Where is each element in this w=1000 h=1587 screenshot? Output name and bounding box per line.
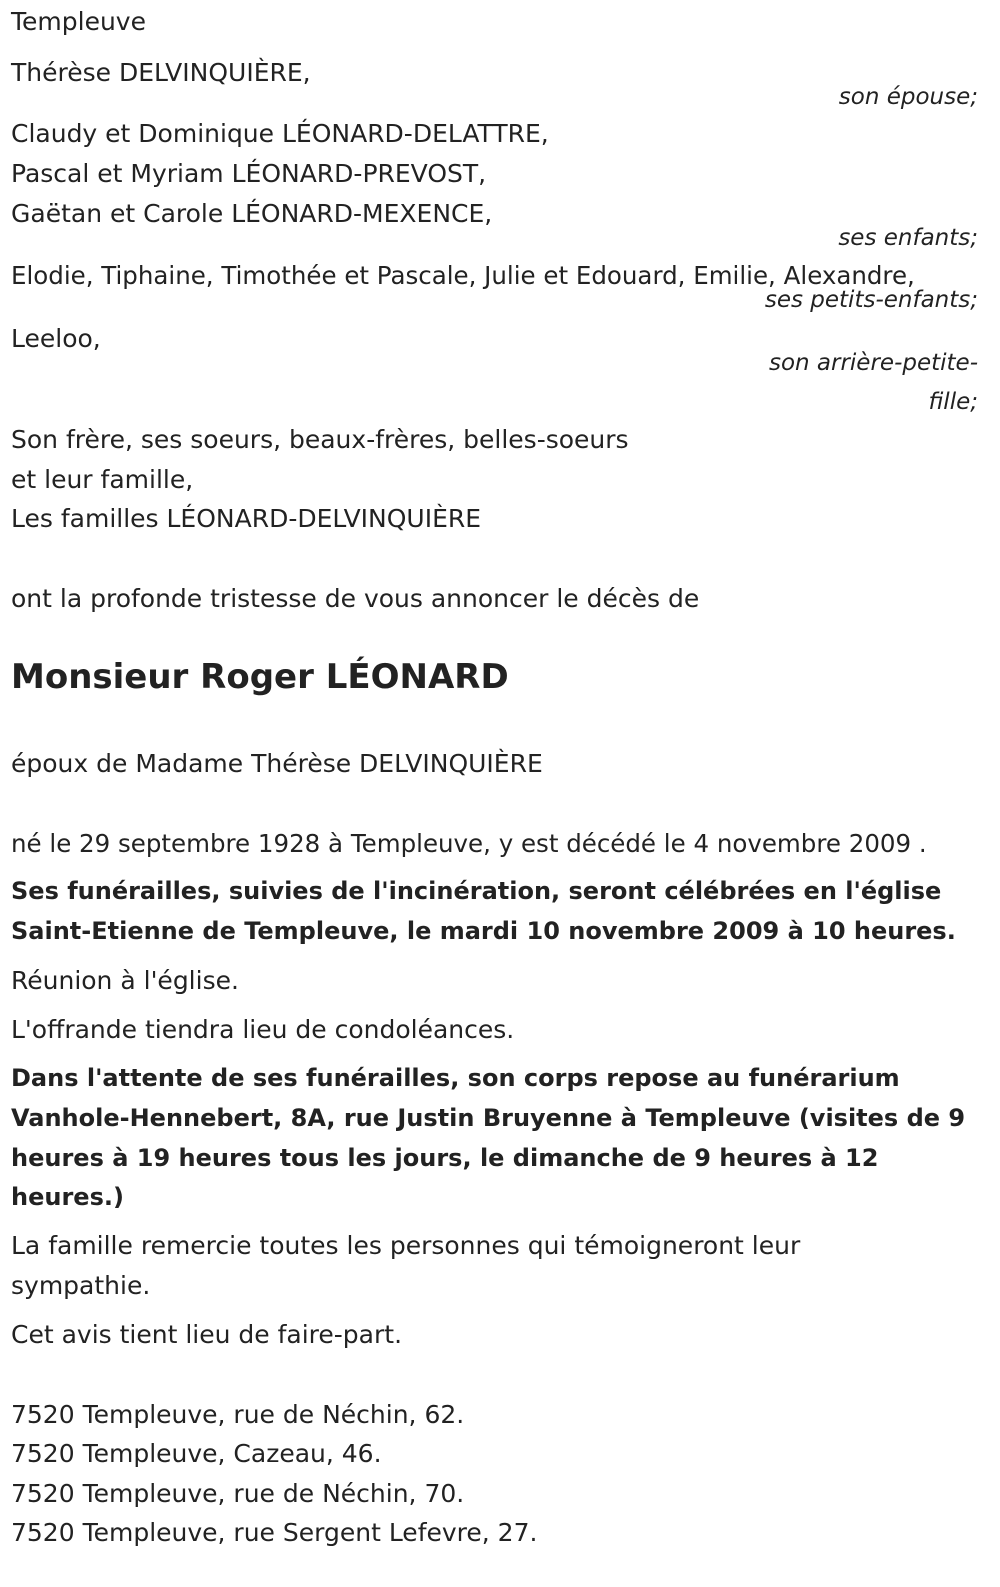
funerarium-line-3: heures à 19 heures tous les jours, le dimanche de 9 heures à 12 — [11, 1144, 879, 1172]
spouse-name: Thérèse DELVINQUIÈRE, — [11, 58, 311, 87]
funerarium-line-4: heures.) — [11, 1183, 124, 1211]
child-line-1: Claudy et Dominique LÉONARD-DELATTRE, — [11, 119, 549, 148]
others-line-2: et leur famille, — [11, 465, 194, 494]
spouse-role: son épouse; — [838, 84, 978, 110]
address-line: 7520 Templeuve, rue Sergent Lefevre, 27. — [11, 1518, 538, 1547]
grandchildren-role: ses petits-enfants; — [764, 287, 978, 313]
notice-text: Cet avis tient lieu de faire-part. — [11, 1320, 403, 1349]
offering-text: L'offrande tiendra lieu de condoléances. — [11, 1015, 515, 1044]
others-line-3: Les familles LÉONARD-DELVINQUIÈRE — [11, 504, 482, 533]
address-line: 7520 Templeuve, rue de Néchin, 62. — [11, 1400, 465, 1429]
deceased-spouse-of: époux de Madame Thérèse DELVINQUIÈRE — [11, 749, 543, 778]
thanks-line-1: La famille remercie toutes les personnes qui témoigneront leur — [11, 1231, 801, 1260]
funeral-line-1: Ses funérailles, suivies de l'incinération, seront célébrées en l'église — [11, 877, 942, 905]
deceased-name: Monsieur Roger LÉONARD — [11, 657, 509, 697]
city-header: Templeuve — [11, 7, 146, 36]
great-grandchild-name: Leeloo, — [11, 324, 101, 353]
funerarium-line-2: Vanhole-Hennebert, 8A, rue Justin Bruyenne à Templeuve (visites de 9 — [11, 1104, 966, 1132]
child-line-2: Pascal et Myriam LÉONARD-PREVOST, — [11, 159, 487, 188]
great-grandchild-role-2: fille; — [928, 389, 978, 415]
great-grandchild-role-1: son arrière-petite- — [768, 350, 978, 376]
grandchildren-names: Elodie, Tiphaine, Timothée et Pascale, Julie et Edouard, Emilie, Alexandre, — [11, 261, 915, 290]
meeting-text: Réunion à l'église. — [11, 966, 239, 995]
child-line-3: Gaëtan et Carole LÉONARD-MEXENCE, — [11, 199, 493, 228]
deceased-dates: né le 29 septembre 1928 à Templeuve, y est décédé le 4 novembre 2009 . — [11, 829, 927, 858]
funerarium-line-1: Dans l'attente de ses funérailles, son corps repose au funérarium — [11, 1064, 900, 1092]
address-line: 7520 Templeuve, rue de Néchin, 70. — [11, 1479, 465, 1508]
address-line: 7520 Templeuve, Cazeau, 46. — [11, 1439, 382, 1468]
children-role: ses enfants; — [838, 225, 978, 251]
funeral-line-2: Saint-Etienne de Templeuve, le mardi 10 novembre 2009 à 10 heures. — [11, 917, 956, 945]
others-line-1: Son frère, ses soeurs, beaux-frères, belles-soeurs — [11, 425, 629, 454]
announcement: ont la profonde tristesse de vous annoncer le décès de — [11, 584, 700, 613]
thanks-line-2: sympathie. — [11, 1271, 151, 1300]
